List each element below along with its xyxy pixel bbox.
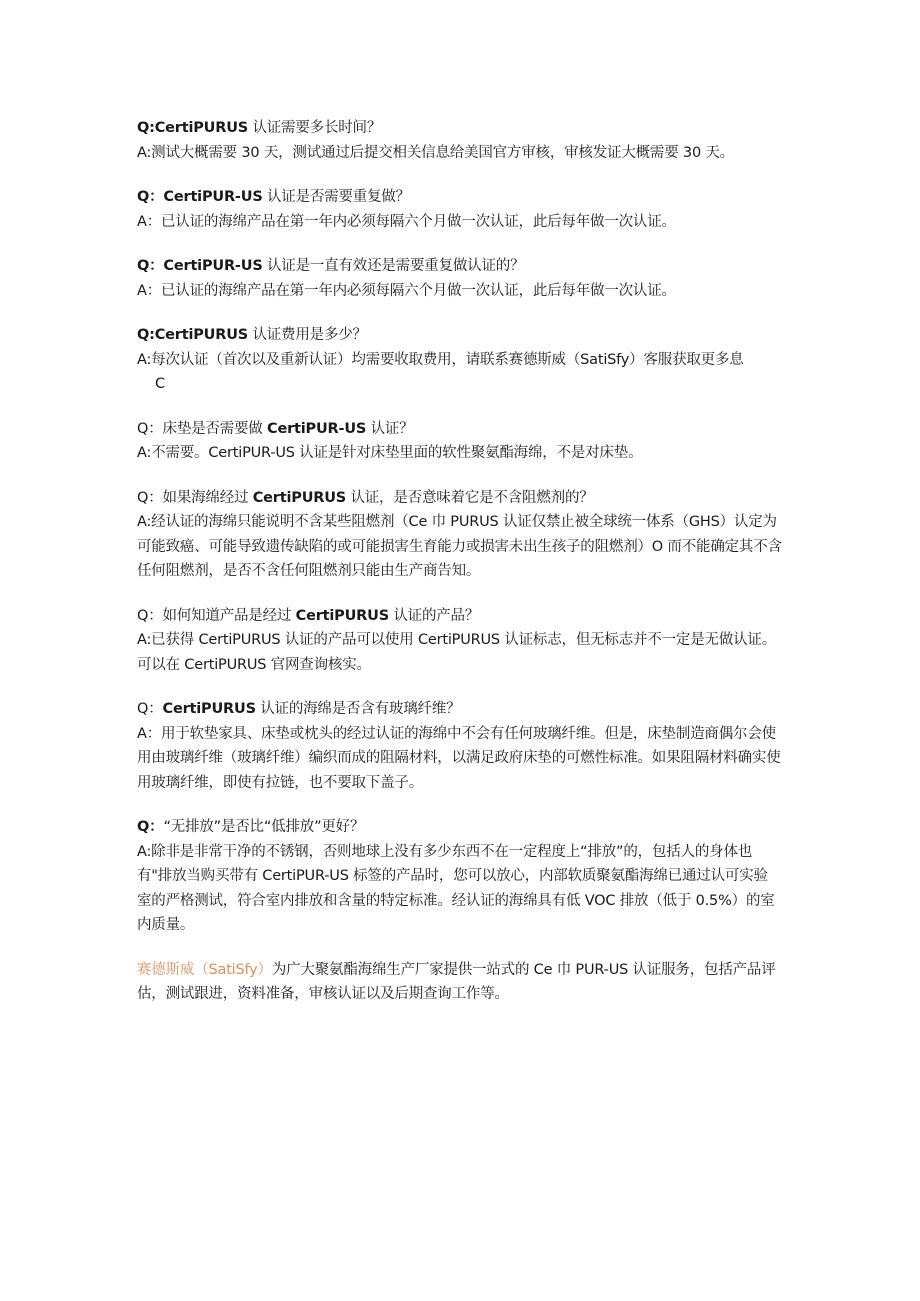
question-keyword: CertiPURUS <box>252 489 347 506</box>
faq-item-7 <box>137 604 782 678</box>
faq-question <box>137 815 782 840</box>
footer-text <box>137 958 782 1007</box>
question-keyword: Q:CertiPURUS <box>137 327 249 343</box>
faq-item-1 <box>137 116 782 165</box>
question-prefix: Q：床垫是否需要做 <box>137 420 268 437</box>
faq-item-4 <box>137 323 782 397</box>
faq-item-2 <box>137 185 782 234</box>
question-prefix: Q：如果海绵经过 <box>137 489 253 506</box>
faq-answer <box>137 348 782 397</box>
question-text: 认证的产品？ <box>388 607 480 624</box>
faq-answer: A:已获得 CertiPURUS 认证的产品可以使用 CertiPURUS 认证标志，但无标志并不一定是无做认证。可以在 CertiPURUS 官网查询核实。 <box>137 632 777 673</box>
footer-description: 为广大聚氨酯海绵生产厂家提供一站式的 Ce 巾 PUR-US 认证服务，包括产品评估，测试跟进，资料准备，审核认证以及后期查询工作等。 <box>137 961 776 1002</box>
faq-item-8 <box>137 697 782 795</box>
faq-answer: A:测试大概需要 30 天，测试通过后提交相关信息给美国官方审核，审核发证大概需要 30 天。 <box>137 144 734 161</box>
question-keyword: CertiPUR-US <box>267 420 367 437</box>
question-text: “无排放”是否比“低排放”更好？ <box>163 819 365 835</box>
faq-answer: A:除非是非常干净的不锈钢，否则地球上没有多少东西不在一定程度上“排放”的，包括人的身体也有"排放当购买带有 CertiPUR-US 标签的产品时，您可以放心，内部软质聚氨酯海绵已通过认可实验室的严格测试，符合室内排放和含量的特定标准。经认证的海绵具有低 VOC 排放（低于 0.5%）的室内质量。 <box>137 843 775 933</box>
question-text: 认证，是否意味着它是不含阻燃剂的？ <box>346 489 594 506</box>
footer-paragraph <box>137 958 782 1007</box>
question-prefix: Q：如何知道产品是经过 <box>137 607 296 624</box>
faq-question <box>137 185 782 210</box>
faq-item-6 <box>137 486 782 584</box>
faq-question <box>137 417 782 442</box>
faq-item-3 <box>137 254 782 303</box>
faq-question <box>137 116 782 141</box>
faq-question <box>137 604 782 629</box>
question-text: 认证是否需要重复做？ <box>262 189 410 205</box>
faq-answer: A：已认证的海绵产品在第一年内必须每隔六个月做一次认证，此后每年做一次认证。 <box>137 213 676 230</box>
faq-answer: A:经认证的海绵只能说明不含某些阻燃剂（Ce 巾 PURUS 认证仅禁止被全球统一体系（GHS）认定为可能致癌、可能导致遗传缺陷的或可能损害生育能力或损害未出生孩子的阻燃剂）O 而不能确定其不含任何阻燃剂，是否不含任何阻燃剂只能由生产商告知。 <box>137 514 782 579</box>
question-text: 认证费用是多少？ <box>248 327 367 343</box>
question-text: 认证的海绵是否含有玻璃纤维？ <box>255 701 461 717</box>
question-keyword: Q： <box>137 819 164 835</box>
faq-item-9 <box>137 815 782 938</box>
question-keyword: Q：CertiPUR-US <box>137 258 263 274</box>
question-keyword: Q:CertiPURUS <box>137 120 249 136</box>
brand-name: 赛德斯威（SatiSfy） <box>137 961 272 978</box>
question-prefix: Q： <box>137 701 163 717</box>
faq-question <box>137 323 782 348</box>
faq-question <box>137 697 782 722</box>
answer-tail: C <box>155 376 165 392</box>
question-keyword: Q：CertiPUR-US <box>137 189 263 205</box>
faq-answer: A：已认证的海绵产品在第一年内必须每隔六个月做一次认证，此后每年做一次认证。 <box>137 282 676 299</box>
faq-answer: A：用于软垫家具、床垫或枕头的经过认证的海绵中不会有任何玻璃纤维。但是，床垫制造商偶尔会使用由玻璃纤维（玻璃纤维）编织而成的阻隔材料，以满足政府床垫的可燃性标准。如果阻隔材料确实使用玻璃纤维，即使有拉链，也不要取下盖子。 <box>137 725 781 791</box>
question-keyword: CertiPURUS <box>295 607 389 624</box>
faq-question <box>137 486 782 511</box>
faq-answer: A:不需要。CertiPUR-US 认证是针对床垫里面的软性聚氨酯海绵，不是对床垫。 <box>137 445 643 461</box>
question-text: 认证？ <box>366 420 414 437</box>
question-keyword: CertiPURUS <box>162 701 256 717</box>
document-page <box>137 116 782 1007</box>
faq-item-5 <box>137 417 782 466</box>
faq-question <box>137 254 782 279</box>
question-text: 认证需要多长时间？ <box>248 120 382 136</box>
answer-text: A:每次认证（首次以及重新认证）均需要收取费用，请联系赛德斯威（SatiSfy）客服获取更多息 <box>137 351 744 368</box>
question-text: 认证是一直有效还是需要重复做认证的？ <box>262 258 525 274</box>
